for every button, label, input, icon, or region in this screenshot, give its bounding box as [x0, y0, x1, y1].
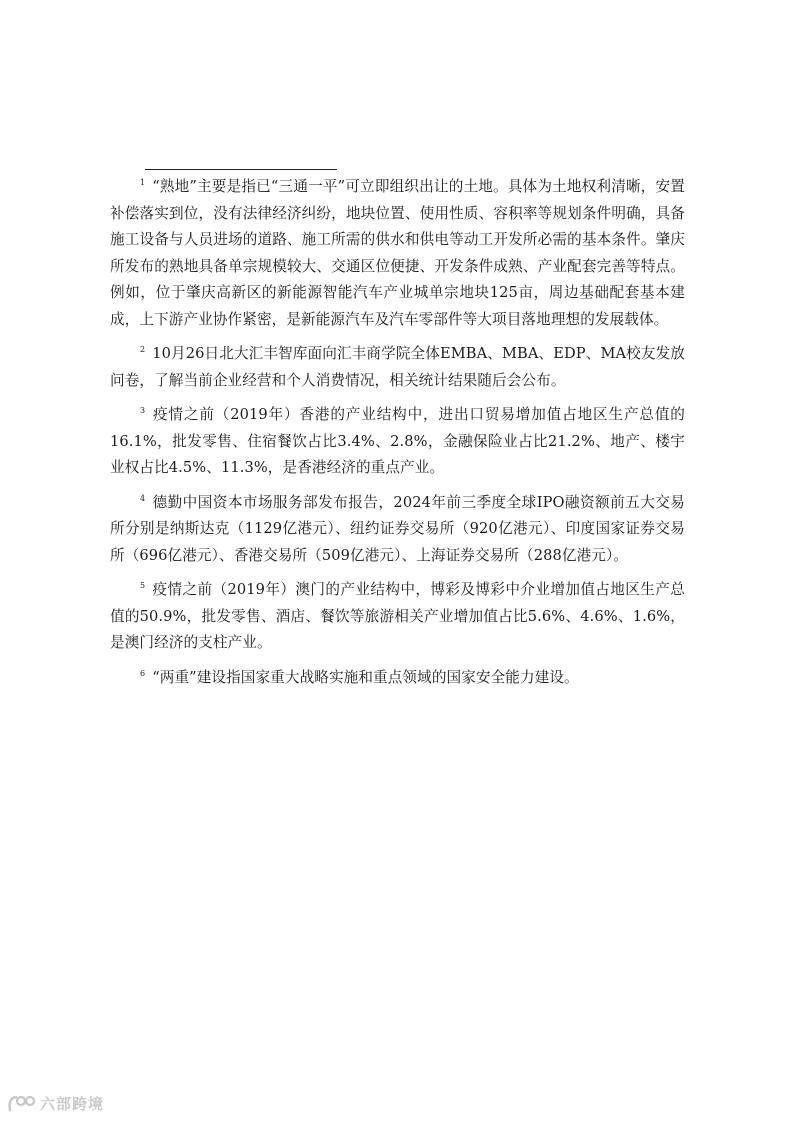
watermark	[6, 1092, 104, 1114]
footnote-number: 4	[140, 493, 146, 503]
footnote-number: 1	[140, 178, 146, 187]
footnote-number: 2	[140, 345, 146, 354]
watermark-text: 六部跨境	[40, 1094, 105, 1113]
footnote-6	[110, 665, 685, 692]
footnote-2	[110, 341, 685, 394]
footnote-text: “熟地”主要是指已“三通一平”可立即组织出让的土地。具体为土地权利清晰，安置补偿落实到位，没有法律经济纠纷，地块位置、使用性质、容积率等规划条件明确，具备施工设备与人员进场的道路、施工所需的供水和供电等动工开发所必需的基本条件。肇庆所发布的熟地具备单宗规模较大、交通区位便捷、开发条件成熟、产业配套完善等特点。例如，位于肇庆高新区的新能源智能汽车产业城单宗地块125亩，周边基础配套基本建成，上下游产业协作紧密，是新能源汽车及汽车零部件等大项目落地理想的发展载体。	[110, 178, 685, 328]
footnote-1	[110, 174, 685, 333]
footnote-5	[110, 577, 685, 657]
footnotes	[110, 174, 685, 699]
footnote-number: 3	[140, 406, 146, 415]
footnote-text: 疫情之前（2019年）澳门的产业结构中，博彩及博彩中介业增加值占地区生产总值的50.9%，批发零售、酒店、餐饮等旅游相关产业增加值占比5.6%、4.6%、1.6%，是澳门经济的支柱产业。	[110, 581, 685, 651]
footnote-number: 6	[140, 668, 146, 678]
footnote-text: 10月26日北大汇丰智库面向汇丰商学院全体EMBA、MBA、EDP、MA校友发放问卷，了解当前企业经营和个人消费情况，相关统计结果随后会公布。	[110, 345, 685, 389]
footnote-number: 5	[140, 581, 146, 590]
logo-mark-icon	[6, 1092, 36, 1114]
footnote-separator	[145, 169, 337, 170]
footnote-3	[110, 402, 685, 482]
footnote-4	[110, 490, 685, 570]
footnote-text: 德勤中国资本市场服务部发布报告，2024年前三季度全球IPO融资额前五大交易所分别是纳斯达克（1129亿港元）、纽约证券交易所（920亿港元）、印度国家证券交易所（696亿港元）、香港交易所（509亿港元）、上海证券交易所（288亿港元）。	[110, 493, 685, 564]
footnote-text: 疫情之前（2019年）香港的产业结构中，进出口贸易增加值占地区生产总值的16.1%，批发零售、住宿餐饮占比3.4%、2.8%，金融保险业占比21.2%、地产、楼宇业权占比4.5%、11.3%，是香港经济的重点产业。	[110, 406, 685, 476]
footnote-text: “两重”建设指国家重大战略实施和重点领域的国家安全能力建设。	[152, 668, 579, 686]
